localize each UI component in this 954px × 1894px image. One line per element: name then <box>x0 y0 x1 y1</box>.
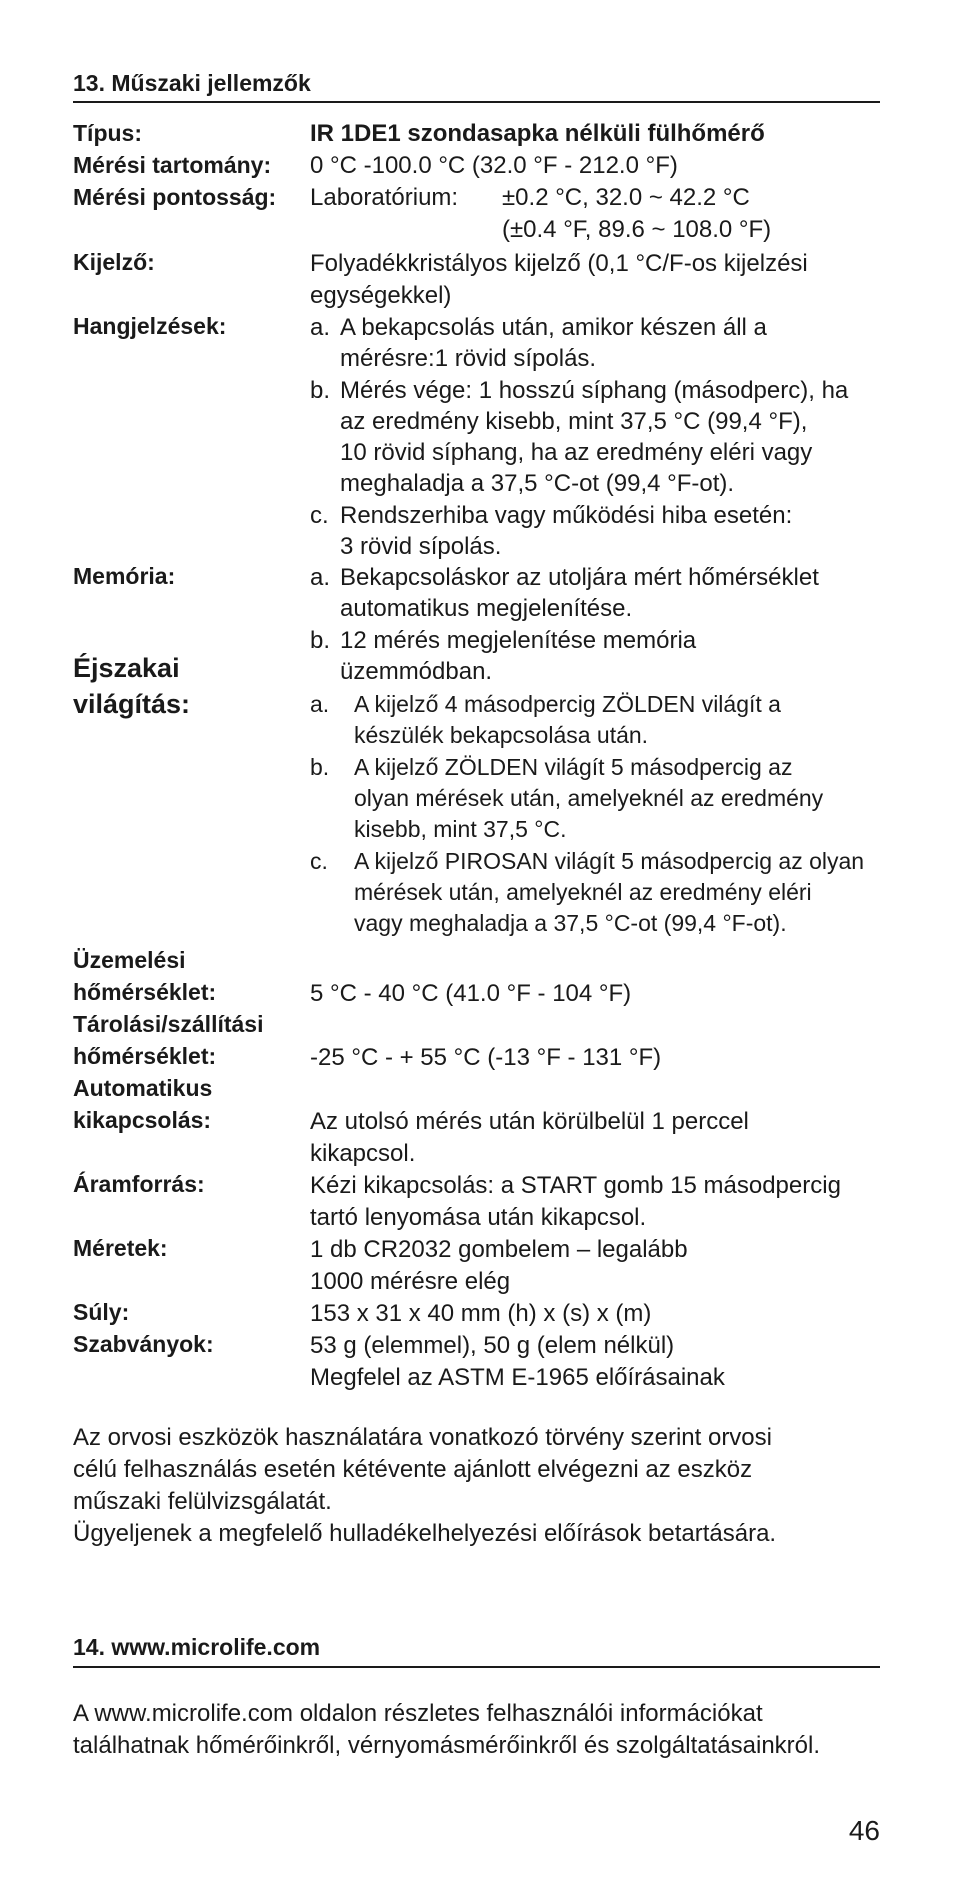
list-item-text: az eredmény kisebb, mint 37,5 °C (99,4 °F), <box>340 408 808 435</box>
value-pontossag-prefix: Laboratórium: <box>310 184 459 211</box>
list-item-text: üzemmódban. <box>340 658 493 685</box>
list-marker: a. <box>310 691 330 717</box>
label-vilagitas: világítás: <box>73 689 191 719</box>
value-suly: 153 x 31 x 40 mm (h) x (s) x (m) <box>310 1300 652 1327</box>
value-kijelzo-line2: egységekkel) <box>310 282 452 309</box>
label-tarolasi: Tárolási/szállítási <box>73 1011 264 1037</box>
list-item-text: A kijelző ZÖLDEN világít 5 másodpercig az <box>354 754 793 780</box>
value-tipus: IR 1DE1 szondasapka nélküli fülhőmérő <box>310 120 765 147</box>
note-line: Ügyeljenek a megfelelő hulladékelhelyezési előírások betartására. <box>73 1520 777 1547</box>
list-item-text: kisebb, mint 37,5 °C. <box>354 816 567 842</box>
list-item-text: vagy meghaladja a 37,5 °C-ot (99,4 °F-ot). <box>354 910 787 936</box>
label-szabvanyok: Szabványok: <box>73 1331 214 1357</box>
list-marker: b. <box>310 377 331 404</box>
label-uzemelesi: Üzemelési <box>73 947 186 973</box>
list-item-text: A kijelző PIROSAN világít 5 másodpercig az olyan <box>354 848 865 874</box>
label-aramforras: Áramforrás: <box>73 1171 205 1197</box>
list-item-text: Mérés vége: 1 hosszú síphang (másodperc), ha <box>340 377 849 404</box>
list-marker: c. <box>310 848 328 874</box>
label-uzemelesi-homerseklet: hőmérséklet: <box>73 979 217 1005</box>
label-meresi-tartomany: Mérési tartomány: <box>73 152 272 178</box>
value-szabvanyok-line2: Megfelel az ASTM E-1965 előírásainak <box>310 1364 725 1391</box>
value-meresi-tartomany: 0 °C -100.0 °C (32.0 °F - 212.0 °F) <box>310 152 678 179</box>
section-13-title: 13. Műszaki jellemzők <box>73 70 311 96</box>
note-line: műszaki felülvizsgálatát. <box>73 1488 332 1515</box>
label-meretek: Méretek: <box>73 1235 168 1261</box>
label-hangjelzesek: Hangjelzések: <box>73 313 227 339</box>
value-pontossag-line2: (±0.4 °F, 89.6 ~ 108.0 °F) <box>502 216 772 243</box>
list-item-text: A bekapcsolás után, amikor készen áll a <box>340 314 767 341</box>
value-tarolasi: -25 °C - + 55 °C (-13 °F - 131 °F) <box>310 1044 662 1071</box>
list-marker: b. <box>310 627 331 654</box>
label-ejszakai: Éjszakai <box>73 653 180 683</box>
label-automatikus: Automatikus <box>73 1075 213 1101</box>
value-pontossag-line1: ±0.2 °C, 32.0 ~ 42.2 °C <box>502 184 750 211</box>
list-item-text: Rendszerhiba vagy működési hiba esetén: <box>340 502 793 529</box>
section-13-rule <box>73 101 880 103</box>
list-item-text: automatikus megjelenítése. <box>340 595 633 622</box>
value-meretek-line1: 1 db CR2032 gombelem – legalább <box>310 1236 688 1263</box>
list-item-text: A kijelző 4 másodpercig ZÖLDEN világít a <box>354 691 781 717</box>
label-meresi-pontossag: Mérési pontosság: <box>73 184 277 210</box>
list-item-text: Bekapcsoláskor az utoljára mért hőmérséklet <box>340 564 819 591</box>
section-14-title: 14. www.microlife.com <box>73 1634 321 1660</box>
value-automatikus-line2: kikapcsol. <box>310 1140 416 1167</box>
list-item-text: készülék bekapcsolása után. <box>354 722 649 748</box>
label-tipus: Típus: <box>73 120 142 146</box>
hangjelzesek-list <box>0 312 954 572</box>
section-14-rule <box>73 1666 880 1668</box>
list-item-text: mérésre:1 rövid sípolás. <box>340 345 597 372</box>
list-item-text: 3 rövid sípolás. <box>340 533 502 560</box>
value-aramforras-line1: Kézi kikapcsolás: a START gomb 15 másodpercig <box>310 1172 841 1199</box>
list-item-text: olyan mérések után, amelyeknél az eredmény <box>354 785 824 811</box>
list-item-text: meghaladja a 37,5 °C-ot (99,4 °F-ot). <box>340 470 735 497</box>
list-marker: a. <box>310 564 331 591</box>
section-14-line: A www.microlife.com oldalon részletes felhasználói információkat <box>73 1700 763 1727</box>
page-number: 46 <box>848 1815 880 1846</box>
list-marker: c. <box>310 502 329 529</box>
value-automatikus-line1: Az utolsó mérés után körülbelül 1 perccel <box>310 1108 749 1135</box>
list-marker: b. <box>310 754 330 780</box>
list-item-text: mérések után, amelyeknél az eredmény eléri <box>354 879 812 905</box>
ejszakai-list <box>0 689 954 939</box>
list-marker: a. <box>310 314 331 341</box>
label-kijelzo: Kijelző: <box>73 249 155 275</box>
section-14-line: találhatnak hőmérőinkről, vérnyomásmérőinkről és szolgáltatásainkról. <box>73 1732 821 1759</box>
note-line: Az orvosi eszközök használatára vonatkozó törvény szerint orvosi <box>73 1424 772 1451</box>
value-kijelzo-line1: Folyadékkristályos kijelző (0,1 °C/F-os kijelzési <box>310 250 808 277</box>
value-aramforras-line2: tartó lenyomása után kikapcsol. <box>310 1204 647 1231</box>
label-tarolasi-homerseklet: hőmérséklet: <box>73 1043 217 1069</box>
list-item-text: 12 mérés megjelenítése memória <box>340 627 697 654</box>
note-line: célú felhasználás esetén kétévente ajánlott elvégezni az eszköz <box>73 1456 753 1483</box>
value-uzemelesi: 5 °C - 40 °C (41.0 °F - 104 °F) <box>310 980 632 1007</box>
value-meretek-line2: 1000 mérésre elég <box>310 1268 511 1295</box>
list-item-text: 10 rövid síphang, ha az eredmény eléri vagy <box>340 439 813 466</box>
label-kikapcsolas: kikapcsolás: <box>73 1107 212 1133</box>
label-suly: Súly: <box>73 1299 130 1325</box>
label-memoria: Memória: <box>73 563 176 589</box>
value-szabvanyok-line1: 53 g (elemmel), 50 g (elem nélkül) <box>310 1332 675 1359</box>
